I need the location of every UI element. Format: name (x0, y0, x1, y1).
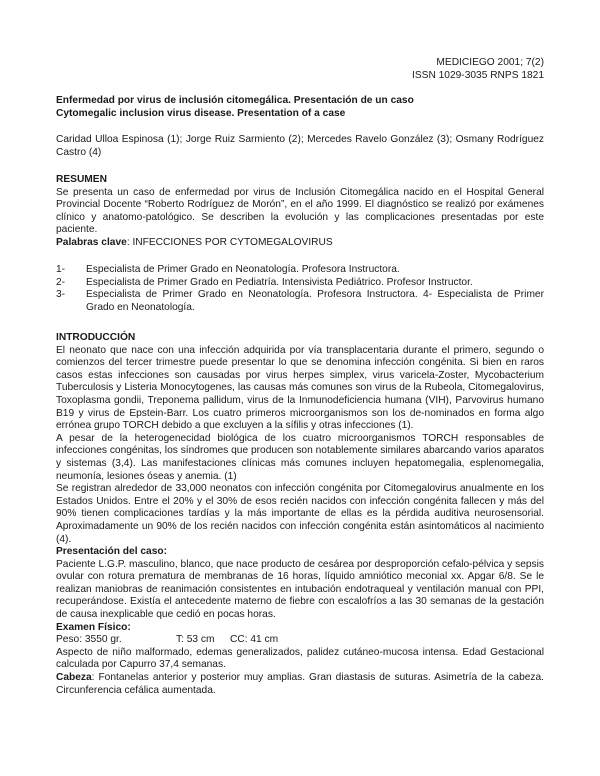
abstract-text: Se presenta un caso de enfermedad por virus de Inclusión Citomegálica nacido en el Hospital General Provincial Docente “Roberto Rodríguez de Morón”, en el año 1999. El diagnóstico se realizó por exámenes clínico y anatomo-patológico. Se describen la evolución y las complicaciones presentadas por este paciente. (56, 186, 544, 236)
journal-issn: ISSN 1029-3035 RNPS 1821 (412, 69, 544, 81)
appearance-paragraph: Aspecto de niño malformado, edemas generalizados, palidez cutáneo-mucosa intensa. Edad Gestacional calculada por Capurro 37,4 semanas. (56, 646, 544, 671)
introduction-paragraph-3: Se registran alrededor de 33,000 neonatos con infección congénita por Citomegalovirus anualmente en los Estados Unidos. Entre el 20% y el 30% de esos recién nacidos con infección congénita fallecen y más del 90% tienen complicaciones tardías y la más importante de ellas es la pérdida auditiva neurosensorial. Aproximadamente un 90% de los recién nacidos con infección congénita están asintomáticos al nacimiento (4). (56, 483, 544, 545)
journal-citation: MEDICIEGO 2001; 7(2) (436, 57, 544, 68)
height-value: T: 53 cm (176, 634, 215, 646)
keywords-label: Palabras clave (56, 236, 127, 248)
abstract-section (56, 174, 544, 250)
head-text: : Fontanelas anterior y posterior muy amplias. Gran diastasis de suturas. Asimetría de la cabeza. Circunferencia cefálica aumentada. (56, 672, 544, 696)
article-titles (56, 95, 544, 120)
affiliation-text: Especialista de Primer Grado en Neonatología. Profesora Instructora. 4- Especialista de Primer Grado en Neonatología. (86, 289, 544, 313)
case-heading: Presentación del caso: (56, 546, 167, 558)
case-paragraph: Paciente L.G.P. masculino, blanco, que nace producto de cesárea por desproporción cefalo-pélvica y sepsis ovular con rotura prematura de membranas de 16 horas, líquido amniótico meconial xx. Apgar 6/8. Se le realizan maniobras de reanimación consistentes en intubación endotraqueal y ventilación manual con PPI, recuperándose. Existía el antecedente materno de fiebre con escalofríos a las 30 semanas de la gestación de causa inexplicable que cedió en pocas horas. (56, 558, 544, 621)
affiliation-number: 3- (56, 289, 66, 301)
abstract-heading: RESUMEN (56, 174, 107, 185)
affiliation-item (56, 289, 544, 314)
head-label: Cabeza (56, 672, 92, 684)
author-affiliations (56, 264, 544, 314)
journal-header (412, 57, 544, 82)
exam-heading: Examen Físico: (56, 621, 131, 633)
body-text (56, 332, 544, 697)
keywords-line (56, 237, 544, 250)
affiliation-item (56, 277, 544, 290)
vitals-line (56, 634, 544, 647)
affiliation-number: 2- (56, 276, 66, 288)
title-spanish: Enfermedad por virus de inclusión citomegálica. Presentación de un caso (56, 95, 414, 106)
affiliation-text: Especialista de Primer Grado en Neonatología. Profesora Instructora. (86, 264, 400, 275)
introduction-heading: INTRODUCCIÓN (56, 332, 136, 343)
weight-value: Peso: 3550 gr. (56, 634, 122, 646)
author-list: Caridad Ulloa Espinosa (1); Jorge Ruiz Sarmiento (2); Mercedes Ravelo González (3); Osmany Rodríguez Castro (4) (56, 134, 544, 158)
head-circumference-value: CC: 41 cm (230, 634, 279, 646)
introduction-paragraph-1: El neonato que nace con una infección adquirida por vía transplacentaria durante el primero, segundo o comienzos del tercer trimestre puede presentar lo que se denomina infección congénita. Si bien en raros casos estas infecciones son causadas por virus herpes simplex, virus varicela-Zoster, Mycobacterium Tuberculosis y Listeria Monocytogenes, las causas más comunes son virus de la Rubeola, Citomegalovirus, Toxoplasma gondii, Treponema pallidum, virus de la Inmunodeficiencia humana (VIH), Parvovirus humano B19 y virus de Epstein-Barr. Los cuatro primeros microorganismos son los de-nominados en forma algo errónea grupo TORCH debido a que excluyen a la sífilis y otras infecciones (1). (56, 344, 544, 432)
affiliation-text: Especialista de Primer Grado en Pediatría. Intensivista Pediátrico. Profesor Instructor. (86, 276, 473, 288)
head-paragraph (56, 672, 544, 697)
affiliation-number: 1- (56, 264, 66, 275)
introduction-paragraph-2: A pesar de la heterogenecidad biológica de los cuatro microorganismos TORCH responsables de infecciones congénitas, los síndromes que producen son notablemente similares abarcando varios aparatos y sistemas (3,4). Las manifestaciones clínicas más comunes incluyen hepatomegalia, esplenomegalia, neumonía, lesiones óseas y anemia. (1) (56, 432, 544, 482)
keywords-value: : INFECCIONES POR CYTOMEGALOVIRUS (126, 236, 333, 248)
title-english: Cytomegalic inclusion virus disease. Presentation of a case (56, 107, 346, 119)
affiliation-item (56, 264, 544, 277)
